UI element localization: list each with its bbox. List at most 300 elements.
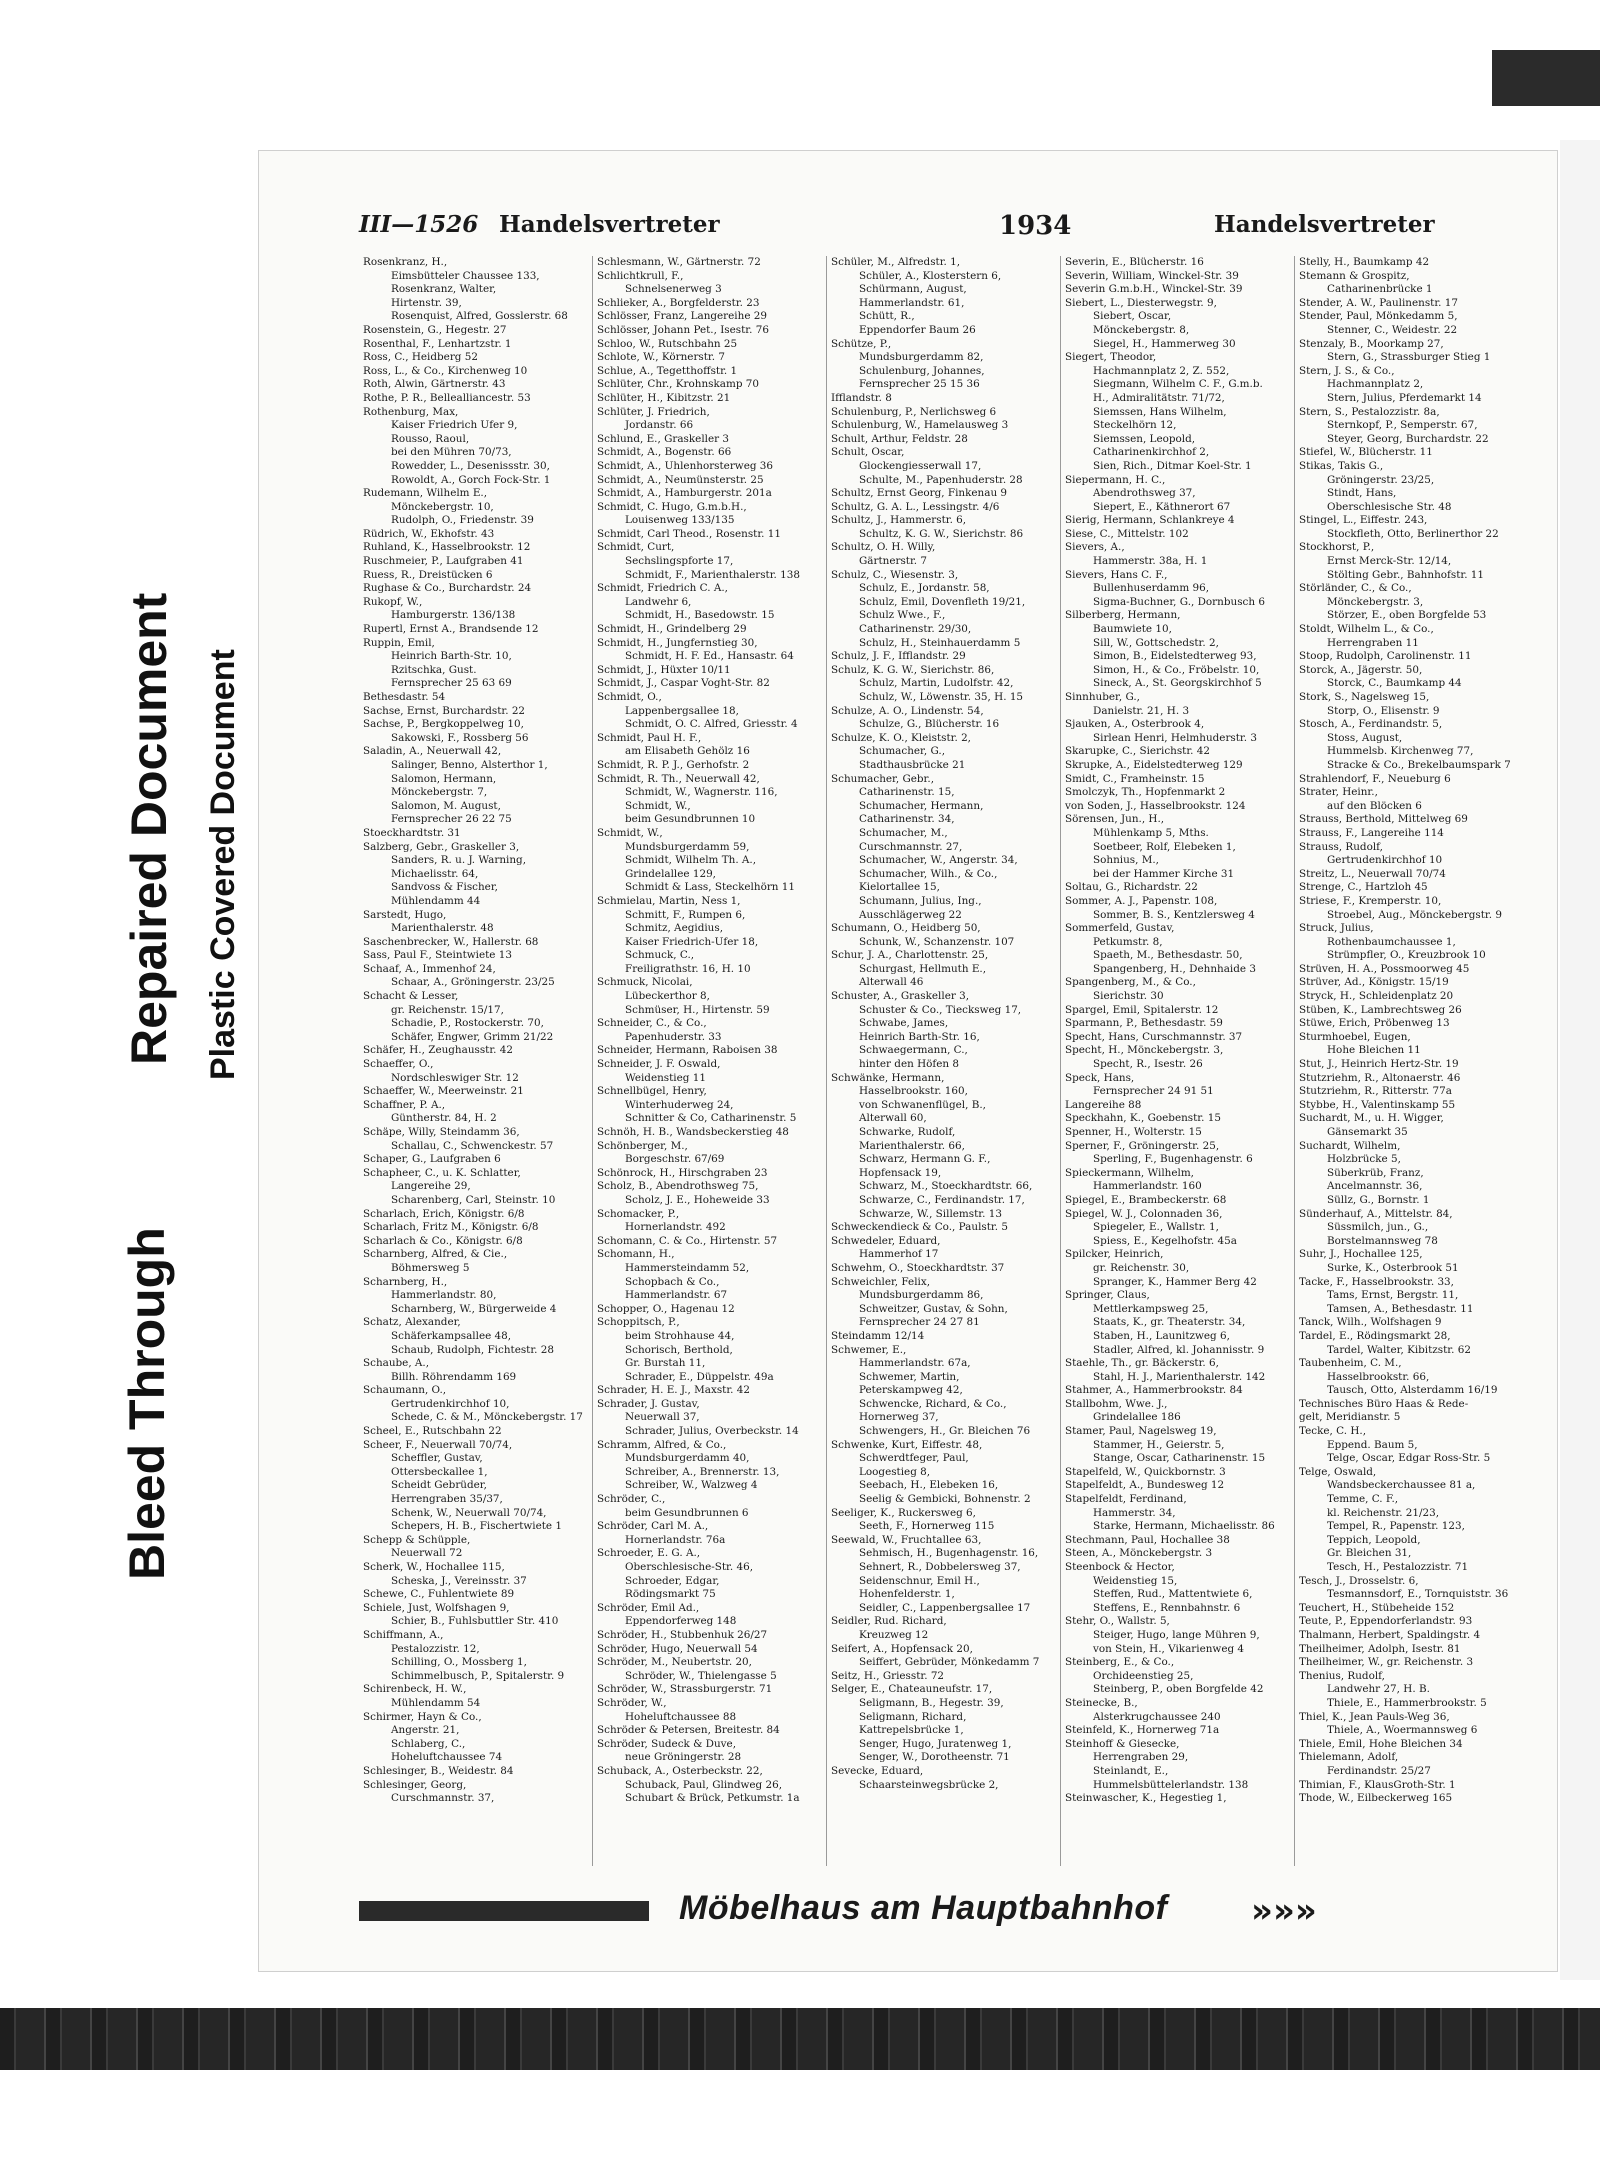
directory-entry: Spiegel, E., Brambeckerstr. 68 bbox=[1065, 1193, 1227, 1206]
directory-entry: Ernst Merck-Str. 12/14, bbox=[1327, 555, 1452, 568]
directory-entry: Seidenschnur, Emil H., bbox=[859, 1574, 980, 1587]
directory-entry: Holzbrücke 5, bbox=[1327, 1153, 1401, 1166]
directory-entry: Schulz, K. G. W., Sierichstr. 86, bbox=[831, 663, 995, 676]
directory-entry: Schröder, W., Thielengasse 5 bbox=[625, 1669, 777, 1682]
listing-columns bbox=[359, 256, 1529, 1866]
directory-entry: Oberschlesische Str. 48 bbox=[1327, 500, 1452, 513]
directory-entry: Specht, Hans, Curschmannstr. 37 bbox=[1065, 1030, 1243, 1043]
directory-entry: Smolczyk, Th., Hopfenmarkt 2 bbox=[1065, 786, 1226, 799]
arrow-icon: »»» bbox=[1251, 1891, 1317, 1931]
adjacent-page-strip bbox=[1560, 140, 1600, 1980]
directory-entry: neue Gröningerstr. 28 bbox=[625, 1751, 742, 1764]
directory-entry: Schaub, Rudolph, Fichtestr. 28 bbox=[391, 1343, 554, 1356]
directory-entry: Schulz, Emil, Dovenfleth 19/21, bbox=[859, 595, 1026, 608]
directory-entry: Schmidt, Curt, bbox=[597, 541, 675, 554]
repaired-document-label: Repaired Document bbox=[121, 592, 177, 1065]
directory-entry: Teppich, Leopold, bbox=[1327, 1533, 1421, 1546]
directory-entry: Schäfer, H., Zeughausstr. 42 bbox=[363, 1044, 514, 1057]
directory-entry: Jordanstr. 66 bbox=[625, 419, 694, 432]
directory-entry: Schmidt, A., Hamburgerstr. 201a bbox=[597, 487, 772, 500]
directory-entry: Sjauken, A., Osterbrook 4, bbox=[1065, 718, 1205, 731]
directory-entry: Storp, O., Elisenstr. 9 bbox=[1327, 704, 1440, 717]
directory-entry: Louisenweg 133/135 bbox=[625, 514, 735, 527]
directory-entry: Hammersteindamm 52, bbox=[625, 1261, 750, 1274]
directory-entry: Siebert, L., Diesterwegstr. 9, bbox=[1065, 296, 1217, 309]
directory-entry: Scholz, J. E., Hoheweide 33 bbox=[625, 1193, 770, 1206]
directory-entry: Strahlendorf, F., Neueburg 6 bbox=[1299, 772, 1451, 785]
directory-entry: Schröder, W., bbox=[597, 1696, 667, 1709]
directory-entry: Schäfer, Engwer, Grimm 21/22 bbox=[391, 1030, 554, 1043]
directory-entry: Schatz, Alexander, bbox=[363, 1316, 461, 1329]
directory-entry: Striese, F., Kremperstr. 10, bbox=[1299, 894, 1442, 907]
directory-entry: Schulte, M., Papenhuderstr. 28 bbox=[859, 473, 1023, 486]
directory-entry: Hasselbrookstr. 160, bbox=[859, 1085, 968, 1098]
directory-entry: Ottersbeckallee 1, bbox=[391, 1465, 488, 1478]
directory-entry: Neuerwall 72 bbox=[391, 1547, 463, 1560]
directory-entry: Streitz, L., Neuerwall 70/74 bbox=[1299, 867, 1446, 880]
directory-entry: Catharinenstr. 34, bbox=[859, 813, 955, 826]
directory-entry: Stoss, August, bbox=[1327, 731, 1403, 744]
directory-entry: Schwenke, Kurt, Eiffestr. 48, bbox=[831, 1438, 983, 1451]
directory-entry: Süllz, G., Bornstr. 1 bbox=[1327, 1193, 1430, 1206]
directory-entry: Schwarke, Rudolf, bbox=[859, 1126, 956, 1138]
directory-entry: Hopfensack 19, bbox=[859, 1166, 942, 1179]
directory-entry: Rowedder, L., Desenissstr. 30, bbox=[391, 459, 550, 472]
directory-entry: Stapelfeld, W., Quickbornstr. 3 bbox=[1065, 1465, 1226, 1478]
directory-entry: Herrengraben 11 bbox=[1327, 636, 1419, 649]
directory-entry: Scharlach, Erich, Königstr. 6/8 bbox=[363, 1207, 525, 1220]
directory-entry: Staehle, Th., gr. Bäckerstr. 6, bbox=[1065, 1357, 1219, 1370]
directory-entry: Schmidt, Wilhelm Th. A., bbox=[625, 854, 757, 867]
directory-entry: Stüben, K., Lambrechtsweg 26 bbox=[1299, 1003, 1462, 1016]
directory-entry: Schwarz, Hermann G. F., bbox=[859, 1153, 991, 1166]
directory-entry: Telge, Oscar, Edgar Ross-Str. 5 bbox=[1327, 1452, 1491, 1465]
directory-entry: Stallbohm, Wwe. J., bbox=[1065, 1397, 1168, 1410]
directory-entry: Schlüter, J. Friedrich, bbox=[597, 405, 710, 418]
directory-entry: Sakowski, F., Rossberg 56 bbox=[391, 731, 529, 744]
directory-entry: Stender, A. W., Paulinenstr. 17 bbox=[1299, 296, 1458, 309]
directory-entry: Schrader, Julius, Overbeckstr. 14 bbox=[625, 1425, 799, 1438]
directory-entry: Ruess, R., Dreistücken 6 bbox=[363, 568, 493, 581]
directory-entry: Schroeder, E. G. A., bbox=[597, 1547, 701, 1560]
directory-entry: Schönberger, M., bbox=[597, 1139, 688, 1152]
directory-entry: Tamsen, A., Bethesdastr. 11 bbox=[1327, 1302, 1474, 1315]
directory-entry: Schüler, M., Alfredstr. 1, bbox=[831, 256, 961, 268]
directory-entry: Taubenheim, C. M., bbox=[1299, 1357, 1402, 1370]
directory-entry: Schewe, C., Fuhlentwiete 89 bbox=[363, 1588, 515, 1601]
directory-entry: Schmitz, Aegidius, bbox=[625, 922, 723, 935]
directory-entry: Steffen, Rud., Mattentwiete 6, bbox=[1093, 1588, 1253, 1601]
directory-entry: Rüdrich, W., Ekhofstr. 43 bbox=[363, 527, 495, 540]
directory-entry: Technisches Büro Haas & Rede- bbox=[1299, 1397, 1469, 1410]
directory-entry: Seidler, Rud. Richard, bbox=[831, 1615, 947, 1628]
directory-entry: Sien, Rich., Ditmar Koel-Str. 1 bbox=[1093, 459, 1252, 472]
directory-entry: Schmidt, W., bbox=[625, 799, 691, 812]
directory-entry: Tanck, Wilh., Wolfshagen 9 bbox=[1299, 1316, 1442, 1329]
directory-entry: Rosenkranz, H., bbox=[363, 256, 448, 268]
directory-entry: Stoldt, Wilhelm L., & Co., bbox=[1299, 623, 1434, 636]
directory-entry: Scharnberg, W., Bürgerweide 4 bbox=[391, 1302, 557, 1315]
directory-entry: Schmidt, H. F. Ed., Hansastr. 64 bbox=[625, 650, 794, 663]
directory-entry: Storck, A., Jägerstr. 50, bbox=[1299, 663, 1423, 676]
page-header bbox=[359, 211, 1519, 247]
directory-entry: Neuerwall 37, bbox=[625, 1411, 700, 1424]
directory-entry: Stoeckhardtstr. 31 bbox=[363, 826, 461, 839]
directory-entry: Soltau, G., Richardstr. 22 bbox=[1065, 881, 1198, 894]
directory-entry: Stosch, A., Ferdinandstr. 5, bbox=[1299, 718, 1443, 731]
directory-entry: gr. Reichenstr. 15/17, bbox=[391, 1003, 504, 1016]
directory-entry: Tardel, Walter, Kibitzstr. 62 bbox=[1327, 1343, 1471, 1356]
directory-entry: Steiger, Hugo, lange Mühren 9, bbox=[1093, 1628, 1260, 1641]
directory-entry: Spaeth, M., Bethesdastr. 50, bbox=[1093, 949, 1243, 962]
directory-entry: Schuback, Paul, Glindweg 26, bbox=[625, 1778, 783, 1791]
directory-entry: Schönrock, H., Hirschgraben 23 bbox=[597, 1166, 768, 1179]
directory-entry: Schmidt, A., Bogenstr. 66 bbox=[597, 446, 732, 459]
directory-entry: Schröder, H., Stubbenhuk 26/27 bbox=[597, 1628, 768, 1641]
directory-entry: Spangenberg, M., & Co., bbox=[1065, 976, 1196, 989]
directory-entry: H., Admiralitätstr. 71/72, bbox=[1093, 391, 1225, 404]
directory-entry: Rudolph, O., Friedenstr. 39 bbox=[391, 514, 534, 527]
directory-entry: Stikas, Takis G., bbox=[1299, 459, 1384, 472]
directory-entry: Stender, Paul, Mönkedamm 5, bbox=[1299, 310, 1458, 323]
directory-entry: Telge, Oswald, bbox=[1299, 1465, 1377, 1478]
directory-entry: Gr. Bleichen 31, bbox=[1327, 1547, 1412, 1560]
directory-entry: Schröder, M., Neubertstr. 20, bbox=[597, 1656, 752, 1669]
directory-entry: Mundsburgerdamm 82, bbox=[859, 351, 984, 364]
directory-entry: Schnelsenerweg 3 bbox=[625, 283, 722, 296]
directory-entry: Catharinenbrücke 1 bbox=[1327, 283, 1433, 296]
directory-entry: Stölting Gebr., Bahnhofstr. 11 bbox=[1327, 568, 1485, 581]
directory-entry: Schröder, Hugo, Neuerwall 54 bbox=[597, 1642, 758, 1655]
directory-entry: Teute, P., Eppendorferlandstr. 93 bbox=[1299, 1615, 1473, 1628]
directory-entry: Nordschleswiger Str. 12 bbox=[391, 1071, 519, 1084]
directory-entry: Kattrepelsbrücke 1, bbox=[859, 1724, 964, 1737]
directory-entry: Scholz, B., Abendrothsweg 75, bbox=[597, 1180, 759, 1193]
directory-entry: Steyer, Georg, Burchardstr. 22 bbox=[1327, 432, 1489, 445]
directory-entry: am Elisabeth Gehölz 16 bbox=[625, 745, 750, 758]
directory-entry: Stingel, L., Eiffestr. 243, bbox=[1299, 514, 1428, 527]
directory-entry: Schultz, Ernst Georg, Finkenau 9 bbox=[831, 487, 1008, 500]
directory-entry: Stryck, H., Schleidenplatz 20 bbox=[1299, 990, 1454, 1003]
directory-entry: Michaelisstr. 64, bbox=[391, 867, 479, 880]
directory-entry: Schulze, A. O., Lindenstr. 54, bbox=[831, 704, 984, 717]
directory-entry: Tecke, C. H., bbox=[1299, 1425, 1366, 1438]
directory-entry: Gertrudenkirchhof 10 bbox=[1327, 854, 1443, 867]
directory-entry: Kaiser Friedrich-Ufer 18, bbox=[625, 935, 759, 948]
directory-entry: Schumacher, M., bbox=[859, 826, 948, 839]
directory-entry: Rukopf, W., bbox=[363, 595, 423, 608]
directory-entry: Schaar, A., Gröningerstr. 23/25 bbox=[391, 976, 555, 989]
directory-entry: Schaeffer, O., bbox=[363, 1058, 434, 1071]
directory-entry: Schreiber, A., Brennerstr. 13, bbox=[625, 1465, 780, 1478]
directory-entry: Schmidt & Lass, Steckelhörn 11 bbox=[625, 881, 796, 894]
directory-entry: Schmidt, H., Basedowstr. 15 bbox=[625, 609, 775, 622]
directory-entry: Sass, Paul F., Steintwiete 13 bbox=[363, 949, 512, 962]
directory-entry: Ifflandstr. 8 bbox=[831, 391, 892, 404]
directory-entry: Hornerlandstr. 492 bbox=[625, 1221, 726, 1234]
directory-entry: Salinger, Benno, Alsterthor 1, bbox=[391, 758, 548, 771]
directory-entry: Schwarze, W., Sillemstr. 13 bbox=[859, 1207, 1002, 1220]
directory-entry: Seelig & Gembicki, Bohnenstr. 2 bbox=[859, 1493, 1031, 1506]
directory-entry: von Schwanenflügel, B., bbox=[859, 1098, 986, 1111]
directory-entry: Papenhuderstr. 33 bbox=[625, 1030, 722, 1043]
directory-entry: Thiele, Emil, Hohe Bleichen 34 bbox=[1299, 1737, 1463, 1750]
directory-entry: Hammerstr. 34, bbox=[1093, 1506, 1176, 1519]
directory-entry: Siegmann, Wilhelm C. F., G.m.b. bbox=[1093, 378, 1263, 391]
directory-entry: Rousso, Raoul, bbox=[391, 432, 470, 445]
directory-entry: Gertrudenkirchhof 10, bbox=[391, 1397, 510, 1410]
directory-entry: Sommer, A. J., Papenstr. 108, bbox=[1065, 894, 1218, 907]
directory-entry: Loogestieg 8, bbox=[859, 1465, 931, 1478]
directory-entry: Steinecke, B., bbox=[1065, 1696, 1138, 1709]
directory-entry: Thimian, F., KlausGroth-Str. 1 bbox=[1299, 1778, 1456, 1791]
directory-entry: Schlösser, Franz, Langereihe 29 bbox=[597, 310, 767, 323]
page-number: III—1526 bbox=[359, 211, 479, 238]
directory-entry: Schultz, O. H. Willy, bbox=[831, 541, 936, 554]
directory-entry: Schmuck, Nicolai, bbox=[597, 976, 693, 989]
directory-entry: Billh. Röhrendamm 169 bbox=[391, 1370, 517, 1383]
directory-entry: Schoppitsch, P., bbox=[597, 1316, 680, 1329]
directory-entry: Schuster & Co., Tiecksweg 17, bbox=[859, 1003, 1022, 1016]
directory-entry: Hornerlandstr. 76a bbox=[625, 1533, 726, 1546]
directory-entry: Siemssen, Hans Wilhelm, bbox=[1093, 405, 1227, 418]
directory-entry: Eppendorfer Baum 26 bbox=[859, 323, 976, 336]
directory-entry: Schroeder, Edgar, bbox=[625, 1574, 720, 1587]
directory-entry: Schwemer, E., bbox=[831, 1343, 907, 1356]
directory-entry: Schumacher, W., Angerstr. 34, bbox=[859, 854, 1018, 867]
directory-entry: Schur, J. A., Charlottenstr. 25, bbox=[831, 949, 989, 962]
directory-entry: Tesch, J., Drosselstr. 6, bbox=[1299, 1574, 1419, 1587]
directory-entry: Schumann, Julius, Ing., bbox=[859, 894, 982, 907]
directory-entry: Lappenbergsallee 18, bbox=[625, 704, 739, 717]
directory-entry: Ross, L., & Co., Kirchenweg 10 bbox=[363, 364, 528, 377]
directory-entry: Schweitzer, Gustav, & Sohn, bbox=[859, 1302, 1008, 1315]
directory-entry: Lübeckerthor 8, bbox=[625, 990, 710, 1003]
directory-entry: Schorisch, Berthold, bbox=[625, 1343, 733, 1356]
directory-entry: Stenzaly, B., Moorkamp 27, bbox=[1299, 337, 1444, 350]
directory-entry: Schwencke, Richard, & Co., bbox=[859, 1397, 1007, 1410]
directory-entry: Senger, Hugo, Juratenweg 1, bbox=[859, 1737, 1012, 1750]
directory-entry: Sperling, F., Bugenhagenstr. 6 bbox=[1093, 1153, 1253, 1166]
directory-entry: Theilheimer, W., gr. Reichenstr. 3 bbox=[1299, 1656, 1474, 1669]
directory-entry: Schlund, E., Graskeller 3 bbox=[597, 432, 730, 445]
directory-entry: Schulz, Martin, Ludolfstr. 42, bbox=[859, 677, 1014, 690]
directory-entry: Seifert, A., Hopfensack 20, bbox=[831, 1642, 973, 1655]
directory-entry: Spargel, Emil, Spitalerstr. 12 bbox=[1065, 1003, 1219, 1016]
directory-entry: bei den Mühren 70/73, bbox=[391, 446, 512, 459]
directory-entry: Stelly, H., Baumkamp 42 bbox=[1299, 256, 1430, 268]
directory-entry: Grindelallee 186 bbox=[1093, 1411, 1181, 1424]
directory-entry: Schulz, C., Wiesenstr. 3, bbox=[831, 568, 959, 581]
directory-entry: Stamer, Paul, Nagelsweg 19, bbox=[1065, 1425, 1217, 1438]
directory-entry: Schrader, H. E. J., Maxstr. 42 bbox=[597, 1384, 751, 1397]
directory-entry: Seewald, W., Fruchtallee 63, bbox=[831, 1533, 982, 1546]
directory-entry: Schult, Oscar, bbox=[831, 446, 905, 459]
directory-entry: Senger, W., Dorotheenstr. 71 bbox=[859, 1751, 1010, 1764]
directory-entry: Schwengers, H., Gr. Bleichen 76 bbox=[859, 1425, 1031, 1438]
directory-entry: Schepp & Schüpple, bbox=[363, 1533, 471, 1546]
directory-entry: Kreuzweg 12 bbox=[859, 1628, 929, 1641]
directory-entry: Stenner, C., Weidestr. 22 bbox=[1327, 323, 1458, 336]
directory-entry: Hammerlandstr. 67 bbox=[625, 1289, 728, 1302]
directory-entry: Soetbeer, Rolf, Elebeken 1, bbox=[1093, 840, 1236, 853]
directory-entry: Strauss, Berthold, Mittelweg 69 bbox=[1299, 813, 1468, 826]
directory-entry: Schlesinger, Georg, bbox=[363, 1778, 467, 1791]
directory-entry: Siegel, H., Hammerweg 30 bbox=[1093, 337, 1236, 350]
directory-entry: Siemssen, Leopold, bbox=[1093, 432, 1196, 445]
directory-entry: Schramm, Alfred, & Co., bbox=[597, 1438, 727, 1451]
directory-entry: Schirenbeck, H. W., bbox=[363, 1683, 467, 1696]
directory-entry: Severin, E., Blücherstr. 16 bbox=[1065, 256, 1204, 268]
directory-entry: Curschmannstr. 37, bbox=[391, 1792, 495, 1805]
ad-decorative-strip bbox=[359, 1901, 649, 1921]
directory-entry: Schütze, P., bbox=[831, 337, 892, 350]
directory-entry: Hachmannplatz 2, bbox=[1327, 378, 1424, 391]
directory-entry: Landwehr 27, H. B. bbox=[1327, 1683, 1430, 1696]
directory-entry: Schmidt, R. Th., Neuerwall 42, bbox=[597, 772, 760, 785]
directory-entry: Sandvoss & Fischer, bbox=[391, 881, 498, 894]
directory-entry: Schopper, O., Hagenau 12 bbox=[597, 1302, 735, 1315]
directory-entry: Sparmann, P., Bethesdastr. 59 bbox=[1065, 1017, 1223, 1030]
plastic-covered-label: Plastic Covered Document bbox=[204, 649, 242, 1080]
directory-entry: gr. Reichenstr. 30, bbox=[1093, 1261, 1190, 1274]
directory-entry: Strauss, Rudolf, bbox=[1299, 840, 1383, 853]
directory-entry: Smidt, C., Framheinstr. 15 bbox=[1065, 772, 1205, 785]
directory-entry: Schulenburg, P., Nerlichsweg 6 bbox=[831, 405, 997, 418]
directory-entry: Schumacher, Wilh., & Co., bbox=[859, 867, 998, 880]
directory-entry: Steenbock & Hector, bbox=[1065, 1561, 1175, 1573]
directory-entry: Schurgast, Hellmuth E., bbox=[859, 962, 987, 975]
directory-entry: Schürmann, August, bbox=[859, 283, 967, 296]
directory-entry: Grindelallee 129, bbox=[625, 867, 716, 880]
bleed-edge-top bbox=[1492, 50, 1600, 106]
directory-entry: Rupertl, Ernst A., Brandsende 12 bbox=[363, 623, 539, 636]
directory-entry: Schwerdtfeger, Paul, bbox=[859, 1452, 969, 1465]
directory-entry: Schwaegermann, C., bbox=[859, 1044, 968, 1057]
directory-entry: Seidler, C., Lappenbergsallee 17 bbox=[859, 1601, 1031, 1614]
directory-entry: Güntherstr. 84, H. 2 bbox=[391, 1112, 497, 1125]
directory-entry: Schultz, G. A. L., Lessingstr. 4/6 bbox=[831, 500, 1000, 513]
directory-entry: Hammerlandstr. 61, bbox=[859, 296, 965, 309]
directory-entry: Schenk, W., Neuerwall 70/74, bbox=[391, 1506, 547, 1519]
directory-entry: Schunk, W., Schanzenstr. 107 bbox=[859, 935, 1015, 948]
directory-entry: Sachse, P., Bergkoppelweg 10, bbox=[363, 718, 524, 731]
directory-entry: Schröder, Carl M. A., bbox=[597, 1520, 709, 1533]
directory-entry: Scheer, F., Neuerwall 70/74, bbox=[363, 1438, 513, 1451]
directory-entry: Sievers, A., bbox=[1065, 541, 1125, 554]
directory-entry: Storck, C., Baumkamp 44 bbox=[1327, 677, 1462, 690]
directory-entry: Seeliger, K., Ruckersweg 6, bbox=[831, 1506, 976, 1519]
directory-entry: Stern, J. S., & Co., bbox=[1299, 364, 1395, 377]
directory-entry: Kielortallee 15, bbox=[859, 881, 940, 894]
directory-entry: Struck, Julius, bbox=[1299, 922, 1374, 935]
directory-entry: Peterskampweg 42, bbox=[859, 1384, 963, 1397]
directory-entry: Schaffner, P. A., bbox=[363, 1098, 446, 1111]
directory-entry: Schubart & Brück, Petkumstr. 1a bbox=[625, 1792, 800, 1805]
directory-entry: Herrengraben 29, bbox=[1093, 1751, 1189, 1764]
directory-entry: Fernsprecher 25 63 69 bbox=[391, 677, 512, 690]
directory-entry: Marienthalerstr. 66, bbox=[859, 1139, 965, 1152]
directory-entry: Saladin, A., Neuerwall 42, bbox=[363, 745, 502, 758]
directory-entry: Temme, C. F., bbox=[1327, 1493, 1399, 1506]
directory-entry: Störländer, C., & Co., bbox=[1299, 582, 1412, 595]
bleed-edge-bottom bbox=[0, 2008, 1600, 2070]
directory-entry: Gärtnerstr. 7 bbox=[859, 555, 927, 568]
directory-entry: Selger, E., Chateauneufstr. 17, bbox=[831, 1683, 993, 1696]
directory-entry: Schulz Wwe., F., bbox=[859, 609, 946, 622]
directory-entry: Danielstr. 21, H. 3 bbox=[1093, 704, 1190, 717]
directory-entry: Steinwascher, K., Hegestieg 1, bbox=[1065, 1792, 1227, 1805]
directory-entry: Scharenberg, Carl, Steinstr. 10 bbox=[391, 1193, 556, 1206]
directory-entry: Schlüter, Chr., Krohnskamp 70 bbox=[597, 378, 759, 391]
directory-entry: Freiligrathstr. 16, H. 10 bbox=[625, 962, 751, 975]
directory-entry: Staats, K., gr. Theaterstr. 34, bbox=[1093, 1316, 1246, 1329]
directory-entry: Schütt, R., bbox=[859, 310, 915, 323]
directory-entry: Schröder & Petersen, Breitestr. 84 bbox=[597, 1724, 780, 1737]
directory-entry: Schwänke, Hermann, bbox=[831, 1071, 945, 1084]
directory-entry: Schultz, J., Hammerstr. 6, bbox=[831, 514, 967, 527]
directory-entry: Spiess, E., Kegelhofstr. 45a bbox=[1093, 1234, 1237, 1247]
directory-entry: Böhmersweg 5 bbox=[391, 1261, 470, 1274]
directory-entry: Schmidt, H., Grindelberg 29 bbox=[597, 623, 747, 636]
directory-entry: Stoop, Rudolph, Carolinenstr. 11 bbox=[1299, 650, 1472, 663]
directory-entry: Spranger, K., Hammer Berg 42 bbox=[1093, 1275, 1257, 1288]
directory-entry: Alterwall 60, bbox=[859, 1112, 927, 1125]
directory-entry: Siepermann, H. C., bbox=[1065, 473, 1166, 486]
directory-entry: Schrader, E., Düppelstr. 49a bbox=[625, 1370, 774, 1383]
directory-entry: Rödingsmarkt 75 bbox=[625, 1588, 716, 1601]
directory-entry: Schwedeler, Eduard, bbox=[831, 1234, 941, 1247]
directory-entry: Hammerhof 17 bbox=[859, 1248, 939, 1261]
directory-entry: Schmidt, J., Caspar Voght-Str. 82 bbox=[597, 677, 770, 690]
directory-entry: Stemann & Grospitz, bbox=[1299, 269, 1410, 282]
directory-entry: Sachse, Ernst, Burchardstr. 22 bbox=[363, 704, 526, 717]
directory-entry: Spangenberg, H., Dehnhaide 3 bbox=[1093, 962, 1256, 975]
directory-entry: Schüler, A., Klosterstern 6, bbox=[859, 269, 1002, 282]
directory-entry: Schmitt, F., Rumpen 6, bbox=[625, 908, 746, 921]
directory-entry: Roth, Alwin, Gärtnerstr. 43 bbox=[363, 378, 506, 391]
directory-entry: Eppend. Baum 5, bbox=[1327, 1438, 1418, 1451]
directory-entry: Rothenbaumchaussee 1, bbox=[1327, 935, 1456, 948]
directory-entry: Stammer, H., Geierstr. 5, bbox=[1093, 1438, 1225, 1451]
directory-entry: Rosenquist, Alfred, Gosslerstr. 68 bbox=[391, 310, 568, 323]
directory-entry: Hohenfelderstr. 1, bbox=[859, 1588, 955, 1601]
directory-entry: Fernsprecher 24 91 51 bbox=[1093, 1085, 1214, 1098]
directory-entry: Hammerlandstr. 160 bbox=[1093, 1180, 1202, 1193]
directory-entry: Schlösser, Johann Pet., Isestr. 76 bbox=[597, 323, 769, 336]
directory-entry: von Soden, J., Hasselbrookstr. 124 bbox=[1065, 799, 1246, 812]
directory-entry: auf den Blöcken 6 bbox=[1327, 799, 1422, 812]
directory-entry: Schulz, J. F., Ifflandstr. 29 bbox=[831, 650, 966, 663]
directory-entry: Schröder, Emil Ad., bbox=[597, 1601, 700, 1614]
directory-entry: Stehr, O., Wallstr. 5, bbox=[1065, 1615, 1170, 1628]
directory-entry: Scherk, W., Hochallee 115, bbox=[363, 1561, 505, 1573]
directory-entry: Schulz, E., Jordanstr. 58, bbox=[859, 582, 990, 595]
directory-entry: Hachmannplatz 2, Z. 552, bbox=[1093, 364, 1230, 377]
directory-entry: Stern, Julius, Pferdemarkt 14 bbox=[1327, 391, 1482, 404]
directory-entry: Hamburgerstr. 136/138 bbox=[391, 609, 516, 622]
directory-entry: Hoheluftchaussee 88 bbox=[625, 1710, 737, 1723]
directory-entry: Suchardt, Wilhelm, bbox=[1299, 1139, 1401, 1152]
directory-entry: Steffens, E., Rennbahnstr. 6 bbox=[1093, 1601, 1241, 1614]
directory-entry: Süssmilch, jun., G., bbox=[1327, 1221, 1429, 1234]
directory-entry: Schiele, Just, Wolfshagen 9, bbox=[363, 1601, 510, 1614]
directory-entry: Schuback, A., Osterbeckstr. 22, bbox=[597, 1764, 763, 1777]
directory-entry: Glockengiesserwall 17, bbox=[859, 459, 982, 472]
directory-entry: Schulenburg, Johannes, bbox=[859, 364, 985, 377]
directory-entry: Stutzriehm, R., Altonaerstr. 46 bbox=[1299, 1071, 1461, 1084]
directory-entry: Strauss, F., Langereihe 114 bbox=[1299, 826, 1444, 839]
